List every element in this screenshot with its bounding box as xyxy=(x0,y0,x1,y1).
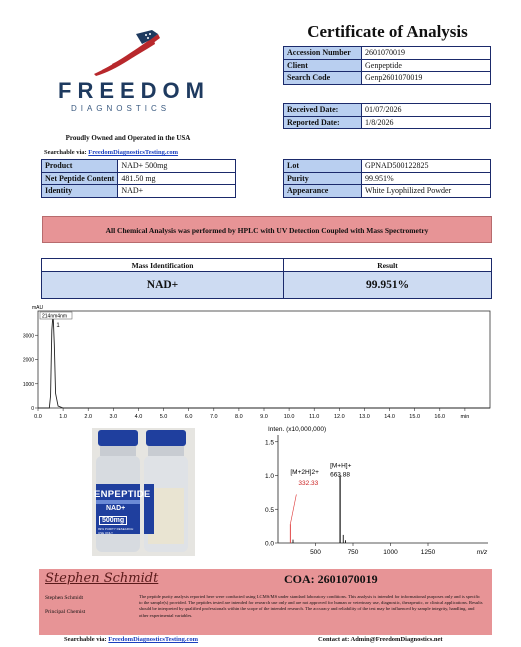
hplc-chromatogram xyxy=(18,303,496,425)
product-key: Product xyxy=(42,160,118,173)
mass-spectrum xyxy=(260,425,492,561)
product-value: NAD+ 500mg xyxy=(118,160,236,173)
dates-table xyxy=(283,103,491,129)
ms-xtick-label: 750 xyxy=(347,549,359,556)
searchable-top xyxy=(44,149,178,156)
result-table xyxy=(41,258,492,299)
vial-label-dose: 500mg xyxy=(99,516,127,525)
chemist-name: Stephen Schmidt xyxy=(45,595,84,601)
searchable-bottom xyxy=(64,636,198,643)
ms-xtick-label: 1000 xyxy=(383,549,398,556)
chrom-xtick-label: 0.0 xyxy=(34,414,42,420)
accession-key: Accession Number xyxy=(284,47,362,60)
ms-peak2-label: [M+H]+ xyxy=(330,462,352,470)
received-key: Received Date: xyxy=(284,104,362,117)
searchable-link[interactable]: FreedomDiagnosticsTesting.com xyxy=(88,149,179,156)
net-content-value: 481.50 mg xyxy=(118,172,236,185)
searchable-label: Searchable via: xyxy=(44,149,87,156)
ms-title: Inten. (x10,000,000) xyxy=(268,426,327,433)
chrom-ytick-label: 1000 xyxy=(22,381,34,388)
lot-value: GPNAD500122825 xyxy=(362,160,491,173)
coa-number: COA: 2601070019 xyxy=(284,572,378,586)
chrom-xtick-label: 10.0 xyxy=(283,414,295,420)
chrom-xtick-label: 16.0 xyxy=(434,414,446,420)
searchable-bottom-link[interactable]: FreedomDiagnosticsTesting.com xyxy=(108,636,199,643)
result-mass-value: NAD+ xyxy=(42,272,284,299)
chrom-xtick-label: 2.0 xyxy=(84,414,93,420)
chrom-xtick-label: 3.0 xyxy=(109,414,118,420)
chrom-trace xyxy=(38,313,490,408)
accession-value: 2601070019 xyxy=(362,47,491,60)
accession-table xyxy=(283,46,491,85)
chrom-frame xyxy=(38,311,490,408)
reported-value: 1/8/2026 xyxy=(362,116,491,129)
result-col-result: Result xyxy=(284,259,492,272)
searchable-bottom-label: Searchable via: xyxy=(64,636,107,643)
ms-peak1-label: [M+2H]2+ xyxy=(290,469,319,477)
chrom-ytick-label: 0 xyxy=(31,406,34,412)
purity-key: Purity xyxy=(284,172,362,185)
disclaimer: The peptide purity analysis reported here were conducted using LCMS/MS under standard laboratory conditions. This analysis is intended for informational purposes only and is specific to the sample(s) provided. The peptides tested are intended for research use only and are not approved for human or veterinary use, diagnostic, therapeutic, or clinical applications. Results should be interpreted by qualified professionals within the scope of the intended research. The accuracy and reliability of the test may be influenced by sample integrity, handling, and other experimental variables. xyxy=(139,594,483,618)
appearance-key: Appearance xyxy=(284,185,362,198)
result-col-mass: Mass Identification xyxy=(42,259,284,272)
client-key: Client xyxy=(284,59,362,72)
reported-key: Reported Date: xyxy=(284,116,362,129)
chrom-annotation: 214nm4nm xyxy=(42,313,68,320)
client-value: Genpeptide xyxy=(362,59,491,72)
chrom-xtick-label: 6.0 xyxy=(184,414,193,420)
chrom-xtick-label: 1.0 xyxy=(59,414,67,420)
ms-peak2-value: 663.88 xyxy=(330,471,350,479)
ms-xtick-label: 1250 xyxy=(420,549,436,556)
identity-value: NAD+ xyxy=(118,185,236,198)
chemist-role: Principal Chemist xyxy=(45,609,86,615)
ms-xtick-label: 500 xyxy=(310,549,321,556)
search-code-value: Genp2601070019 xyxy=(362,72,491,85)
identity-key: Identity xyxy=(42,185,118,198)
ms-label-leader xyxy=(290,494,296,524)
chrom-xtick-label: 15.0 xyxy=(409,414,421,420)
vial-label-small: 99% PURITY RESEARCH USE ONLY xyxy=(98,527,134,535)
ms-ytick-label: 1.5 xyxy=(264,439,274,447)
flag-logo-icon xyxy=(92,30,164,76)
purity-value: 99.951% xyxy=(362,172,491,185)
vial-label-brand: ENPEPTIDE xyxy=(94,489,151,500)
contact: Contact at: Admin@FreedomDiagnostics.net xyxy=(318,636,443,643)
appearance-value: White Lyophilized Powder xyxy=(362,185,491,198)
ms-ytick-label: 1.0 xyxy=(264,473,274,480)
ms-ytick-label: 0.0 xyxy=(264,540,274,548)
footer-panel xyxy=(39,569,492,635)
chrom-xtick-label: min xyxy=(460,414,470,420)
ms-peak1-value: 332.33 xyxy=(298,479,319,487)
chrom-ylabel: mAU xyxy=(32,305,44,311)
chrom-ytick-label: 2000 xyxy=(22,357,34,364)
lot-table xyxy=(283,159,491,198)
chrom-xtick-label: 12.0 xyxy=(333,414,345,420)
product-table xyxy=(41,159,236,198)
chrom-ytick-label: 3000 xyxy=(22,333,34,340)
lot-key: Lot xyxy=(284,160,362,173)
chrom-xtick-label: 8.0 xyxy=(235,414,243,420)
chrom-xtick-label: 5.0 xyxy=(159,414,168,420)
net-content-key: Net Peptide Content xyxy=(42,172,118,185)
vial-label-product: NAD+ xyxy=(106,505,126,512)
received-value: 01/07/2026 xyxy=(362,104,491,117)
result-purity-value: 99.951% xyxy=(284,272,492,299)
chrom-xtick-label: 13.0 xyxy=(359,414,370,420)
page-title: Certificate of Analysis xyxy=(307,22,468,41)
chrom-xtick-label: 4.0 xyxy=(134,414,143,420)
chrom-xtick-label: 14.0 xyxy=(384,414,395,420)
ms-xtick-label: m/z xyxy=(476,549,488,556)
chrom-xtick-label: 7.0 xyxy=(209,414,218,420)
ms-ytick-label: 0.5 xyxy=(264,506,274,514)
vial-photo xyxy=(92,428,195,556)
brand-subtitle: DIAGNOSTICS xyxy=(70,104,171,113)
chrom-xtick-label: 9.0 xyxy=(260,414,268,420)
chrom-peak-label: 1 xyxy=(56,323,60,329)
brand-name: FREEDOM xyxy=(58,78,210,103)
owned-statement: Proudly Owned and Operated in the USA xyxy=(65,134,191,142)
signature: Stephen Schmidt xyxy=(45,571,159,586)
method-banner: All Chemical Analysis was performed by HPLC with UV Detection Coupled with Mass Spectrometry xyxy=(42,216,492,243)
chrom-xtick-label: 11.0 xyxy=(309,414,320,420)
search-code-key: Search Code xyxy=(284,72,362,85)
